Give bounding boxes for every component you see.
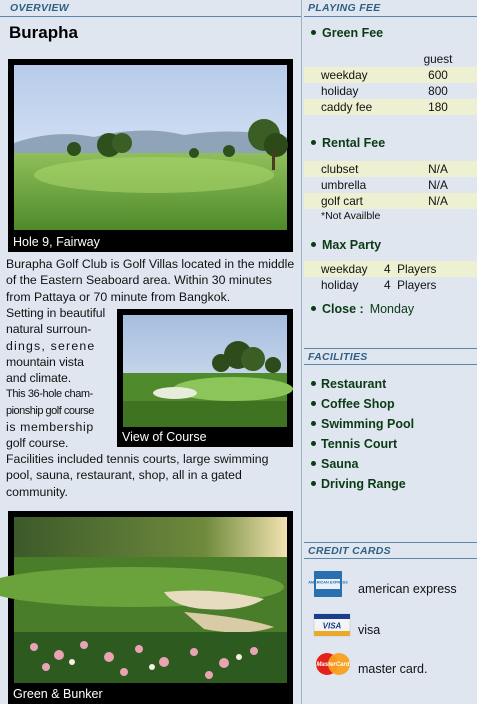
bunker-image — [14, 517, 287, 683]
party-size: 4 Players — [384, 262, 437, 276]
text-line: natural surroun- — [6, 322, 92, 337]
fee-value: 180 — [428, 100, 448, 114]
fee-name: weekday — [321, 68, 368, 82]
facility-item — [304, 474, 477, 494]
fairway-image — [14, 65, 287, 230]
fee-value: 800 — [428, 84, 448, 98]
text-line: This 36-hole cham- — [6, 388, 93, 401]
facility-label: Driving Range — [321, 477, 406, 491]
photo-caption: Green & Bunker — [13, 687, 103, 701]
max-party-row — [304, 277, 477, 293]
green-fee-row — [304, 83, 477, 99]
rental-fee-row — [304, 193, 477, 209]
text-line: golf course. — [6, 436, 69, 451]
close-day-row — [304, 298, 477, 320]
fee-name: clubset — [321, 162, 359, 176]
facility-item — [304, 414, 477, 434]
green-fee-text: Green Fee — [322, 26, 384, 40]
party-day: weekday — [321, 262, 368, 276]
rental-fee-row — [304, 161, 477, 177]
amex-logo-text: AMERICAN EXPRESS — [308, 580, 348, 585]
text-line: Setting in beautiful — [6, 306, 106, 320]
party-day: holiday — [321, 278, 359, 292]
green-fee-header-row — [304, 51, 477, 67]
text-line: mountain vista — [6, 354, 84, 369]
green-fee-row — [304, 67, 477, 83]
setting-paragraph — [6, 305, 116, 452]
card-label: visa — [358, 623, 381, 637]
bullet-icon — [311, 242, 316, 247]
amex-card-icon — [308, 571, 348, 597]
facility-label: Swimming Pool — [321, 417, 415, 431]
mastercard-icon — [314, 652, 352, 676]
bullet-icon — [311, 481, 316, 486]
photo-caption: Hole 9, Fairway — [13, 235, 100, 249]
max-party-text: Max Party — [322, 238, 382, 252]
page-title: Burapha — [9, 23, 78, 42]
photo-caption: View of Course — [122, 430, 207, 444]
info-panel — [304, 0, 477, 704]
party-size: 4 Players — [384, 278, 437, 292]
course-photo-fairway[interactable] — [8, 59, 293, 252]
intro-paragraph: Burapha Golf Club is Golf Villas located in the middle of the Eastern Seaboard area. Within 30 minutes from Pattaya or 70 minute from Bangkok. — [6, 257, 295, 304]
visa-card-icon — [314, 614, 350, 636]
facility-item — [304, 434, 477, 454]
bullet-icon — [311, 401, 316, 406]
rental-fee-row — [304, 177, 477, 193]
mastercard-logo-text: MasterCard — [316, 662, 350, 668]
fee-name: caddy fee — [321, 100, 373, 114]
bullet-icon — [311, 461, 316, 466]
facility-label: Sauna — [321, 457, 359, 471]
fee-value: N/A — [428, 178, 448, 192]
green-fee-row — [304, 99, 477, 115]
card-label: master card. — [358, 662, 428, 676]
facilities-heading: FACILITIES — [304, 348, 477, 365]
facility-label: Tennis Court — [321, 437, 398, 451]
bullet-icon — [311, 30, 316, 35]
text-line: pionship golf course — [6, 404, 94, 417]
overview-heading: OVERVIEW — [0, 0, 301, 17]
guest-column-header: guest — [423, 52, 453, 66]
fee-value: N/A — [428, 194, 448, 208]
close-value: Monday — [369, 302, 415, 316]
card-label: american express — [358, 582, 457, 596]
bullet-icon — [311, 441, 316, 446]
facility-item — [304, 454, 477, 474]
bullet-icon — [311, 140, 316, 145]
view-image — [123, 315, 287, 427]
fee-name: umbrella — [321, 178, 367, 192]
facility-label: Coffee Shop — [321, 397, 395, 411]
max-party-row — [304, 261, 477, 277]
column-divider — [301, 0, 302, 704]
fee-value: 600 — [428, 68, 448, 82]
visa-logo-text: VISA — [322, 621, 342, 631]
close-label: Close : — [322, 302, 364, 316]
playing-fee-heading: PLAYING FEE — [304, 0, 477, 17]
facility-item — [304, 374, 477, 394]
bullet-icon — [311, 381, 316, 386]
facility-item — [304, 394, 477, 414]
rental-note: *Not Availble — [321, 210, 381, 222]
max-party-label — [304, 235, 477, 255]
fee-name: holiday — [321, 84, 359, 98]
text-line: is membership — [6, 420, 94, 435]
rental-fee-text: Rental Fee — [322, 136, 386, 150]
bullet-icon — [311, 421, 316, 426]
fee-value: N/A — [428, 162, 448, 176]
green-fee-label — [304, 23, 477, 43]
credit-cards-heading: CREDIT CARDS — [304, 542, 477, 559]
rental-fee-label — [304, 133, 477, 153]
bullet-icon — [311, 306, 316, 311]
text-line: dings, serene — [6, 338, 96, 353]
course-photo-bunker[interactable] — [8, 511, 293, 704]
fee-name: golf cart — [321, 194, 363, 208]
course-photo-view[interactable] — [117, 309, 293, 447]
text-line: and climate. — [6, 371, 72, 386]
facility-label: Restaurant — [321, 377, 387, 391]
facilities-paragraph: Facilities included tennis courts, large swimming pool, sauna, restaurant, shop, all in a gated community. — [6, 452, 269, 499]
